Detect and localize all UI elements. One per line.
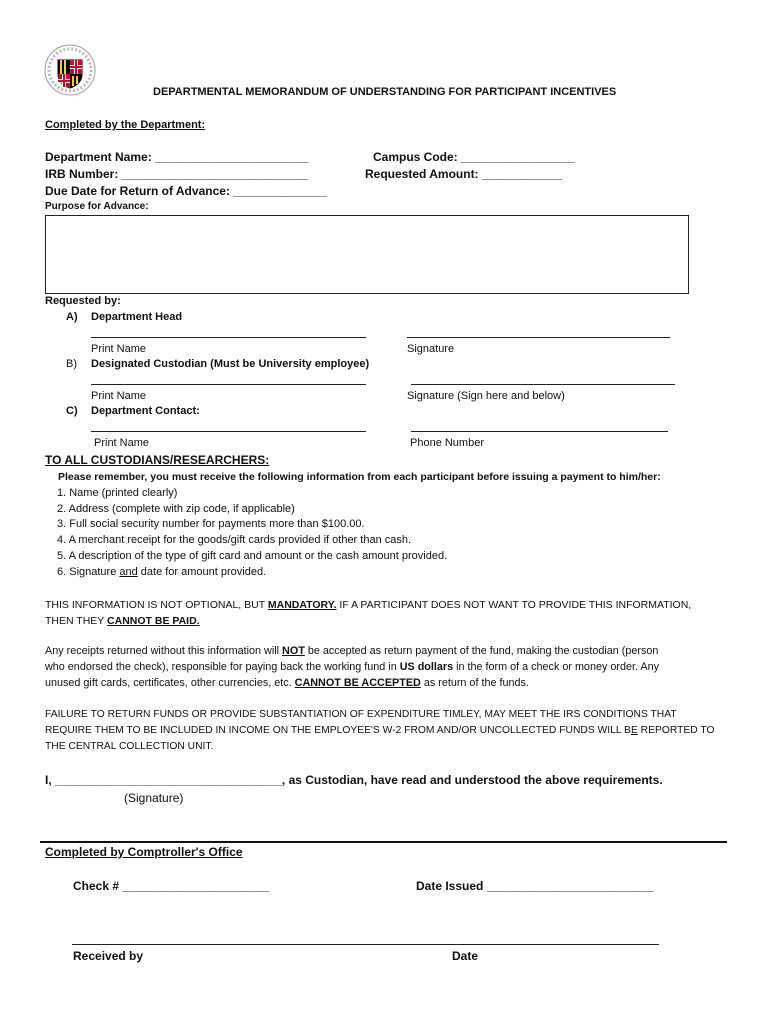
marker-b: B) [66, 358, 77, 370]
list-item [57, 565, 447, 581]
list-item: 5. A description of the type of gift card and amount or the cash amount provided. [57, 549, 448, 562]
date-issued-field[interactable]: Date Issued _________________________ [416, 879, 654, 893]
print-name-label: Print Name [91, 390, 147, 402]
print-name-label: Print Name [94, 437, 150, 449]
requested-by-label: Requested by: [45, 295, 121, 307]
notice3-l1: FAILURE TO RETURN FUNDS OR PROVIDE SUBSTANTIATION OF EXPENDITURE TIMLEY, MAY MEET THE IRS CONDITIONS THAT [45, 709, 677, 720]
received-by-line[interactable] [72, 944, 659, 945]
notice2-l1-post: be accepted as return payment of the fund, making the custodian (person [304, 645, 659, 657]
notice1-part1: THIS INFORMATION IS NOT OPTIONAL, BUT [45, 599, 268, 611]
notice2-l3-post: as return of the funds. [420, 677, 529, 689]
custodians-intro: Please remember, you must receive the following information from each participant before issuing a payment to him/her: [58, 471, 661, 483]
item6-post: date for amount provided. [137, 565, 267, 578]
date-label: Date [452, 949, 479, 963]
contact-print-line[interactable] [91, 431, 366, 432]
list-item: 4. A merchant receipt for the goods/gift cards provided if other than cash. [57, 534, 412, 547]
purpose-textbox[interactable] [45, 215, 689, 294]
list-item: 3. Full social security number for payments more than $100.00. [57, 518, 365, 531]
custodian-label: Designated Custodian (Must be University employee) [91, 358, 370, 370]
document-title: DEPARTMENTAL MEMORANDUM OF UNDERSTANDING FOR PARTICIPANT INCENTIVES [153, 86, 617, 98]
notice2-not: NOT [282, 645, 305, 657]
department-name-field[interactable]: Department Name: _______________________ [45, 150, 309, 164]
list-item: 2. Address (complete with zip code, if applicable) [57, 502, 295, 515]
custodian-signature-line[interactable] [411, 384, 675, 385]
notice1-part2: IF A PARTICIPANT DOES NOT WANT TO PROVIDE THIS INFORMATION, [336, 599, 692, 611]
notice-failure [45, 707, 715, 755]
notice3-l3: THE CENTRAL COLLECTION UNIT. [45, 741, 214, 752]
dept-section-heading: Completed by the Department: [45, 119, 206, 131]
notice3-l2-post: REPORTED TO [637, 725, 715, 736]
acknowledgement-signature-label: (Signature) [124, 791, 184, 805]
university-seal-icon [44, 44, 96, 96]
campus-code-field[interactable]: Campus Code: _________________ [373, 150, 575, 164]
list-item: 1. Name (printed clearly) [57, 487, 178, 499]
notice2-cannot-be-accepted: CANNOT BE ACCEPTED [294, 677, 421, 689]
notice3-l2-e: E [630, 725, 638, 736]
acknowledgement-statement[interactable]: I, __________________________________, as Custodian, have read and understood the above requirements. [45, 773, 663, 787]
notice2-l2-pre: who endorsed the check), responsible for paying back the working fund in [45, 661, 400, 673]
requirements-list [57, 486, 447, 580]
marker-c: C) [66, 405, 78, 417]
irb-number-field[interactable]: IRB Number: ____________________________ [45, 167, 309, 181]
notice1-cannot-be-paid: CANNOT BE PAID. [107, 615, 200, 627]
notice1-mandatory: MANDATORY. [267, 599, 337, 611]
custodians-heading: TO ALL CUSTODIANS/RESEARCHERS: [45, 453, 270, 467]
due-date-field[interactable]: Due Date for Return of Advance: ______________ [45, 184, 327, 198]
print-name-label: Print Name [91, 343, 147, 355]
contact-phone-line[interactable] [411, 431, 668, 432]
dept-head-print-line[interactable] [91, 337, 366, 338]
requested-amount-field[interactable]: Requested Amount: ____________ [365, 167, 562, 181]
phone-number-label: Phone Number [410, 437, 484, 449]
notice1-line2-pre: THEN THEY [45, 615, 108, 627]
notice-receipts [45, 643, 659, 691]
notice2-l2-post: in the form of a check or money order. Any [453, 661, 659, 673]
signature-here-label: Signature (Sign here and below) [407, 390, 565, 402]
check-number-field[interactable]: Check # ______________________ [73, 879, 270, 893]
comptroller-heading: Completed by Comptroller's Office [45, 845, 243, 859]
received-by-label: Received by [73, 949, 144, 963]
department-head-label: Department Head [91, 311, 183, 323]
purpose-label: Purpose for Advance: [45, 201, 149, 212]
department-contact-label: Department Contact: [91, 405, 200, 417]
signature-label: Signature [407, 343, 455, 355]
marker-a: A) [66, 311, 78, 323]
notice2-us-dollars: US dollars [399, 661, 454, 673]
notice3-l2-pre: REQUIRE THEM TO BE INCLUDED IN INCOME ON THE EMPLOYEE'S W-2 FROM AND/OR UNCOLLECTED FUNDS WILL B [45, 725, 631, 736]
notice2-l1-pre: Any receipts returned without this information will [45, 645, 283, 657]
dept-head-signature-line[interactable] [407, 337, 670, 338]
notice-mandatory [45, 597, 691, 629]
notice2-l3-pre: unused gift cards, certificates, other currencies, etc. [45, 677, 295, 689]
section-divider [40, 841, 727, 843]
custodian-print-line[interactable] [91, 384, 366, 385]
item6-and: and [119, 565, 138, 578]
item6-pre: 6. Signature [57, 565, 120, 578]
